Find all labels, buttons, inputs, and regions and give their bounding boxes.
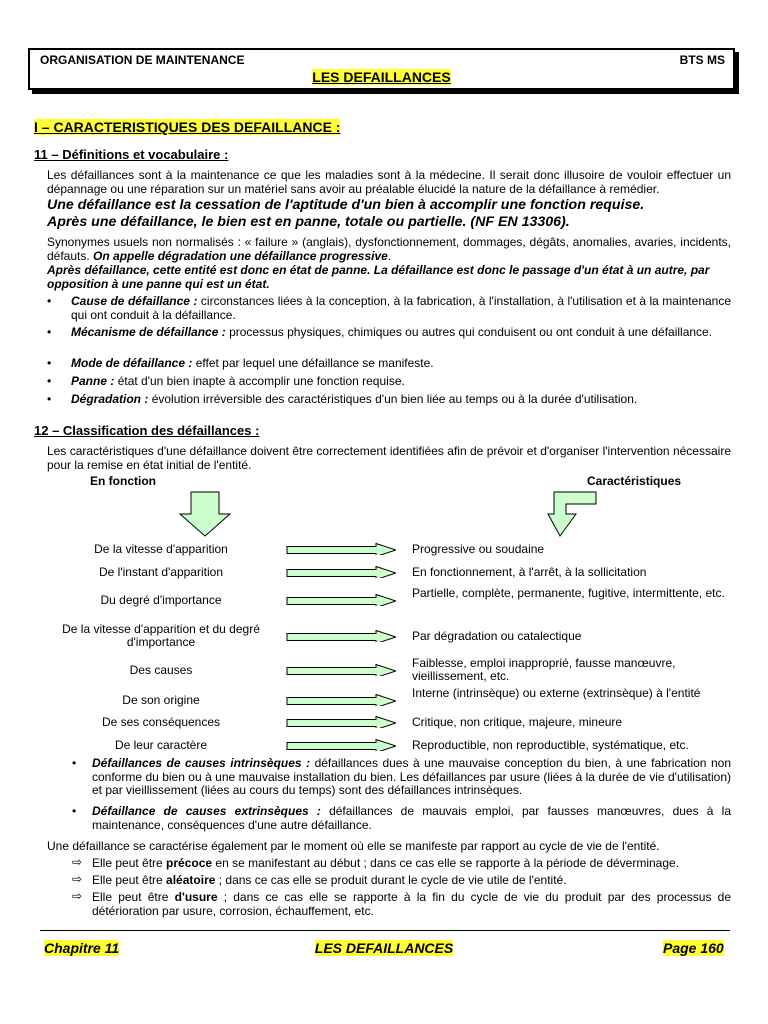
bullet-icon: • <box>72 756 77 770</box>
definition-block <box>47 197 731 231</box>
bullet-icon: • <box>47 392 52 406</box>
right-arrow-icon <box>286 694 396 706</box>
bullet-text: défaillances de mauvais emploi, par fausses manœuvres, dues à la maintenance, conséquences d'une autre défaillance. <box>92 804 731 832</box>
list-item <box>47 357 731 375</box>
classification-characteristic: Par dégradation ou catalectique <box>412 629 582 643</box>
bullet-term: Défaillances de causes intrinsèques : <box>92 756 311 770</box>
cycle-bold: précoce <box>166 856 213 870</box>
bullet-icon: • <box>47 374 52 388</box>
classification-characteristic: En fonctionnement, à l'arrêt, à la sollicitation <box>412 565 647 579</box>
bullet-text: circonstances liées à la conception, à la fabrication, à l'installation, à l'utilisation et à la maintenance qui ont conduit à la défaillance. <box>71 294 732 322</box>
bullet-text: évolution irréversible des caractéristiques d'un bien liée au temps ou à la durée d'utilisation. <box>151 392 638 406</box>
cycle-text: Elle peut être <box>92 873 167 887</box>
classification-intro: Les caractéristiques d'une défaillance doivent être correctement identifiées afin de prévoir et d'organiser l'intervention nécessaire pour la remise en état initial de l'entité. <box>47 444 731 472</box>
footer-page-text: Page 160 <box>663 940 724 956</box>
right-arrow-icon <box>286 594 396 606</box>
footer-page <box>663 940 724 956</box>
footer-title-text: LES DEFAILLANCES <box>314 940 454 956</box>
list-item <box>72 857 731 874</box>
down-arrow-right-icon <box>546 490 600 538</box>
bullet-text: défaillances dues à une mauvaise conception du bien, à une fabrication non conforme du bien ou à une mauvaise installation du bien. Les défaillances par usure (liées à la durée de vie d'utilisation) et par vieillissement (liées au cours du temps) sont des défaillances intrinsèques. <box>92 756 731 797</box>
classification-characteristic: Critique, non critique, majeure, mineure <box>412 715 623 729</box>
footer-chapter-text: Chapitre 11 <box>44 940 120 956</box>
definition-line-2: Après une défaillance, le bien est en panne, totale ou partielle. (NF EN 13306). <box>47 214 570 230</box>
bullet-text: effet par lequel une défaillance se manifeste. <box>195 356 434 370</box>
list-item <box>47 375 731 393</box>
cycle-text: en se manifestant au début ; dans ce cas elle se rapporte à la période de déverminage. <box>212 856 680 870</box>
after-paragraph: Après défaillance, cette entité est donc en état de panne. La défaillance est donc le passage d'un état à un autre, par opposition à une panne qui est un état. <box>47 263 710 291</box>
subsection-11-title: 11 – Définitions et vocabulaire : <box>34 147 229 162</box>
classification-characteristic: Faiblesse, emploi inapproprié, fausse manœuvre, vieillissement, etc. <box>412 656 676 683</box>
bullet-icon: • <box>47 325 52 339</box>
list-item <box>72 891 731 921</box>
header-left: ORGANISATION DE MAINTENANCE <box>40 53 245 67</box>
causes-list <box>72 757 731 837</box>
intro-paragraph: Les défaillances sont à la maintenance ce que les maladies sont à la médecine. Il serait donc illusoire de vouloir effectuer un dépannage ou une réparation sur un matériel sans avoir au préalable élucidé la nature de la défaillance à remédier. <box>47 168 731 196</box>
section-title <box>34 119 340 135</box>
list-item <box>72 874 731 891</box>
footer-title <box>0 940 768 956</box>
bullet-term: Mécanisme de défaillance : <box>71 325 226 339</box>
right-arrow-icon <box>286 739 396 751</box>
cycle-text: Elle peut être <box>92 856 167 870</box>
right-arrow-icon <box>286 664 396 676</box>
cycle-bold: d'usure <box>174 890 218 904</box>
bullet-term: Défaillance de causes extrinsèques : <box>92 804 321 818</box>
definitions-list <box>47 295 731 411</box>
hollow-arrow-icon: ⇨ <box>72 855 83 869</box>
header-title-text: LES DEFAILLANCES <box>312 69 451 85</box>
bullet-term: Panne : <box>71 374 115 388</box>
hollow-arrow-icon: ⇨ <box>72 889 83 903</box>
bullet-icon: • <box>47 294 52 308</box>
bullet-icon: • <box>72 804 77 818</box>
cycle-text: ; dans ce cas elle se produit durant le cycle de vie utile de l'entité. <box>215 873 567 887</box>
right-arrow-icon <box>286 630 396 642</box>
classification-criterion: Du degré d'importance <box>100 593 222 607</box>
bullet-term: Dégradation : <box>71 392 149 406</box>
bullet-term: Cause de défaillance : <box>71 294 198 308</box>
list-item <box>72 757 731 805</box>
list-item <box>72 805 731 837</box>
cycle-text: Elle peut être <box>92 890 175 904</box>
classification-criterion: De la vitesse d'apparition et du degré d'importance <box>62 622 260 649</box>
list-item <box>47 295 731 326</box>
synonyms-bold: On appelle dégradation une défaillance progressive <box>93 248 388 263</box>
bullet-term: Mode de défaillance : <box>71 356 193 370</box>
classification-criterion: Des causes <box>129 663 193 677</box>
classification-characteristic: Progressive ou soudaine <box>412 542 545 556</box>
cycle-list <box>72 857 731 921</box>
classification-criterion: De leur caractère <box>114 738 208 752</box>
column-header-right: Caractéristiques <box>587 474 682 488</box>
hollow-arrow-icon: ⇨ <box>72 872 83 886</box>
cycle-bold: aléatoire <box>166 873 216 887</box>
down-arrow-left-icon <box>178 490 232 538</box>
right-arrow-icon <box>286 543 396 555</box>
page-header <box>28 48 735 90</box>
synonyms-paragraph: Synonymes usuels non normalisés : « failure » (anglais), dysfonctionnement, dommages, dégâts, anomalies, avaries, incidents, défauts. On appelle dégradation une défaillance progressive. <box>47 235 731 263</box>
cycle-intro: Une défaillance se caractérise également par le moment où elle se manifeste par rapport au cycle de vie de l'entité. <box>47 839 660 853</box>
bullet-text: processus physiques, chimiques ou autres qui conduisent ou ont conduit à une défaillance. <box>229 325 713 339</box>
classification-criterion: De la vitesse d'apparition <box>94 542 228 556</box>
classification-criterion: De son origine <box>122 693 200 707</box>
footer-divider <box>40 930 730 931</box>
classification-criterion: De l'instant d'apparition <box>99 565 223 579</box>
classification-characteristic: Interne (intrinsèque) ou externe (extrinsèque) à l'entité <box>412 686 701 700</box>
header-right: BTS MS <box>679 53 725 67</box>
section-title-text: I – CARACTERISTIQUES DES DEFAILLANCE : <box>34 119 341 135</box>
column-header-left: En fonction <box>90 474 156 488</box>
header-title <box>30 69 733 85</box>
synonyms-text: Synonymes usuels non normalisés : « failure » (anglais), dysfonctionnement, dommages, dégâts, anomalies, avaries, incidents, défauts. <box>47 235 731 263</box>
list-item <box>47 393 731 411</box>
classification-criterion: De ses conséquences <box>101 715 221 729</box>
right-arrow-icon <box>286 566 396 578</box>
classification-characteristic: Partielle, complète, permanente, fugitive, intermittente, etc. <box>412 586 725 600</box>
right-arrow-icon <box>286 716 396 728</box>
subsection-12-title: 12 – Classification des défaillances : <box>34 423 260 438</box>
cycle-text: ; dans ce cas elle se rapporte à la fin du cycle de vie du produit par des processus de détérioration par usure, corrosion, échauffement, etc. <box>92 890 732 918</box>
bullet-icon: • <box>47 356 52 370</box>
bullet-text: état d'un bien inapte à accomplir une fonction requise. <box>117 374 405 388</box>
classification-characteristic: Reproductible, non reproductible, systématique, etc. <box>412 738 689 752</box>
definition-line-1: Une défaillance est la cessation de l'aptitude d'un bien à accomplir une fonction requise. <box>47 197 645 213</box>
list-item <box>47 326 731 357</box>
